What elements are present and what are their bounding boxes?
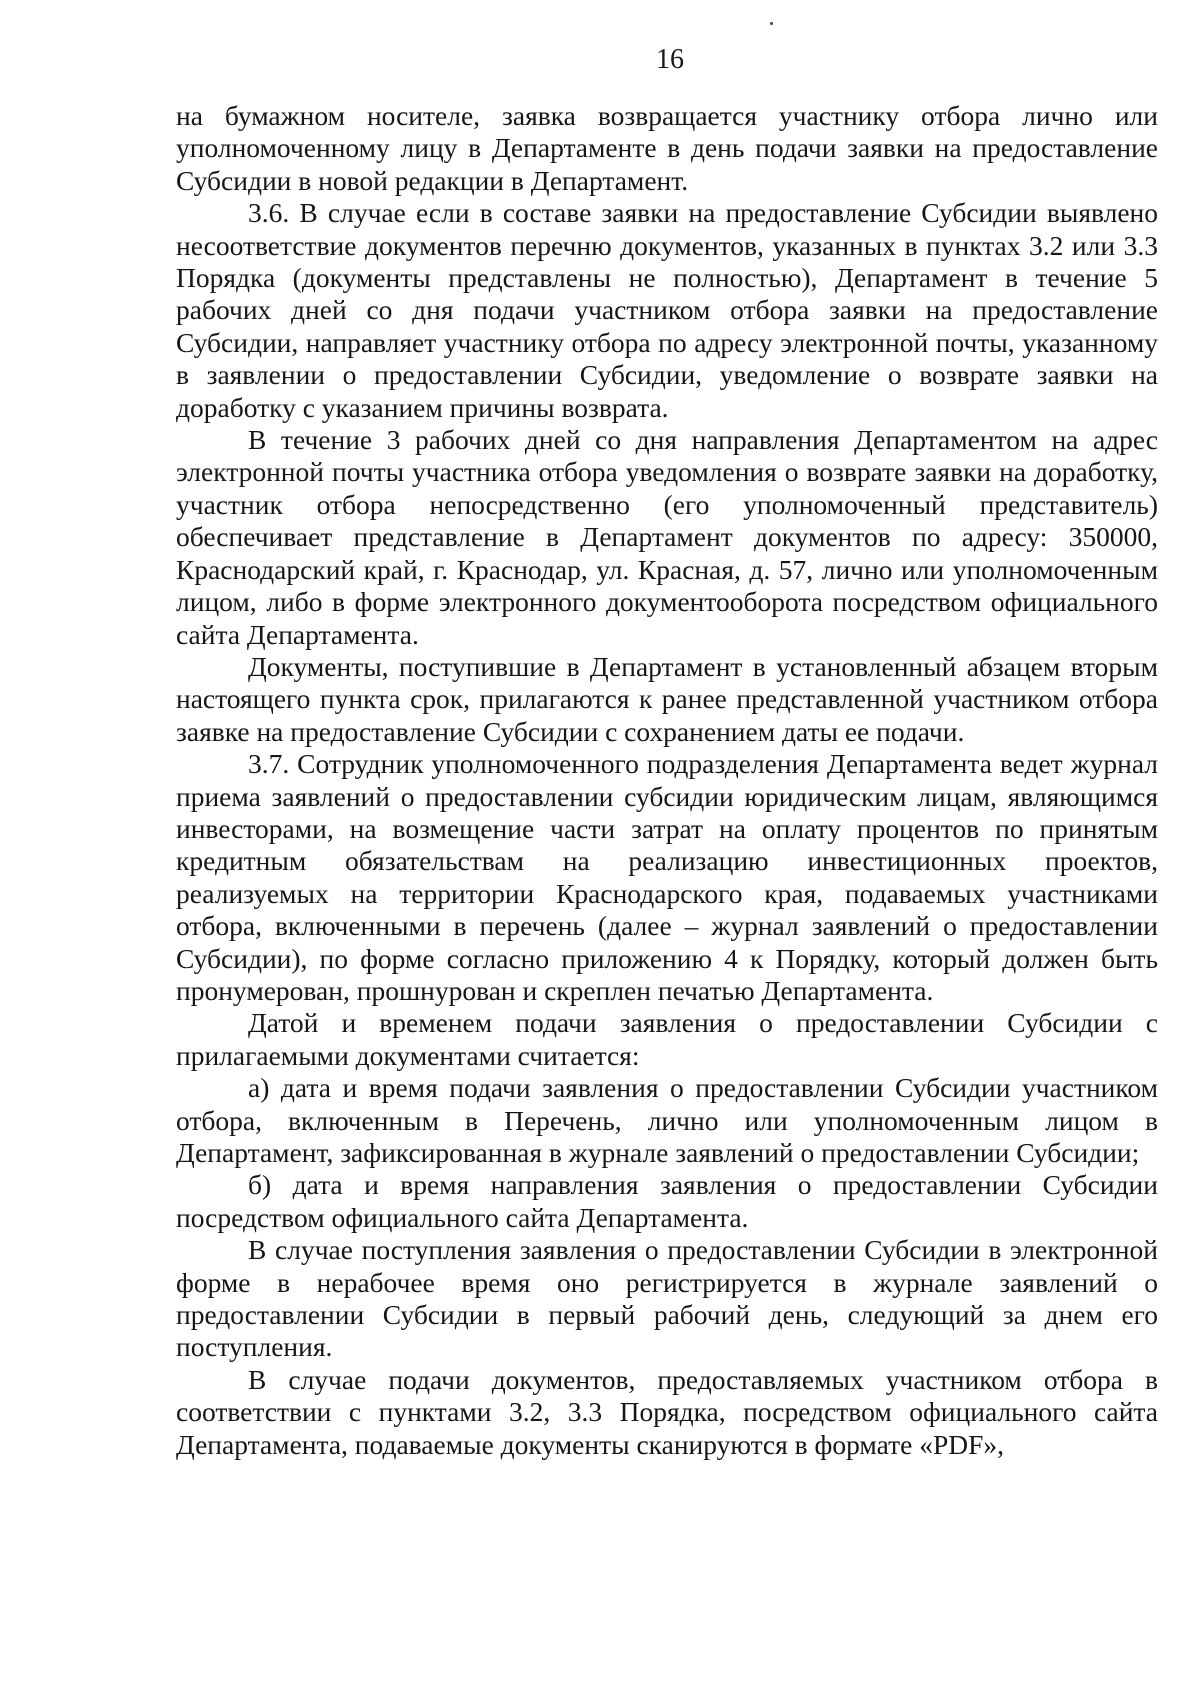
paragraph-pdf-format: В случае подачи документов, предоставляемых участником отбора в соответствии с пунктами 3.2, 3.3 Порядка, посредством официального сайта Департамента, подаваемые документы сканируются в формате «PDF», [176, 1363, 1158, 1460]
scan-speck [770, 22, 773, 25]
paragraph-item-b: б) дата и время направления заявления о предоставлении Субсидии посредством официального сайта Департамента. [176, 1169, 1158, 1233]
paragraph-continuation: на бумажном носителе, заявка возвращается участнику отбора лично или уполномоченному лицу в Департаменте в день подачи заявки на предоставление Субсидии в новой редакции в Департамент. [176, 100, 1158, 196]
paragraph-documents-attached: Документы, поступившие в Департамент в установленный абзацем вторым настоящего пункта срок, прилагаются к ранее представленной участником отбора заявке на предоставление Субсидии с сохранением даты ее подачи. [176, 650, 1158, 747]
paragraph-submission-date: Датой и временем подачи заявления о предоставлении Субсидии с прилагаемыми документами считается: [176, 1007, 1158, 1071]
paragraph-non-working-hours: В случае поступления заявления о предоставлении Субсидии в электронной форме в нерабочее время оно регистрируется в журнале заявлений о предоставлении Субсидии в первый рабочий день, следующий за днем его поступления. [176, 1234, 1158, 1363]
document-body [176, 100, 1158, 1461]
paragraph-item-a: а) дата и время подачи заявления о предоставлении Субсидии участником отбора, включенным в Перечень, лично или уполномоченным лицом в Департамент, зафиксированная в журнале заявлений о предоставлении Субсидии; [176, 1072, 1158, 1168]
paragraph-3-6: 3.6. В случае если в составе заявки на предоставление Субсидии выявлено несоответствие документов перечню документов, указанных в пунктах 3.2 или 3.3 Порядка (документы представлены не полностью), Департамент в течение 5 рабочих дней со дня подачи участником отбора заявки на предоставление Субсидии, направляет участнику отбора по адресу электронной почты, указанному в заявлении о предоставлении Субсидии, уведомление о возврате заявки на доработку с указанием причины возврата. [176, 197, 1158, 423]
page-number: 16 [656, 44, 684, 75]
paragraph-resubmission: В течение 3 рабочих дней со дня направления Департаментом на адрес электронной почты участника отбора уведомления о возврате заявки на доработку, участник отбора непосредственно (его уполномоченный представитель) обеспечивает представление в Департамент документов по адресу: 350000, Краснодарский край, г. Краснодар, ул. Красная, д. 57, лично или уполномоченным лицом, либо в форме электронного документооборота посредством официального сайта Департамента. [176, 424, 1158, 650]
paragraph-3-7: 3.7. Сотрудник уполномоченного подразделения Департамента ведет журнал приема заявлений о предоставлении субсидии юридическим лицам, являющимся инвесторами, на возмещение части затрат на оплату процентов по принятым кредитным обязательствам на реализацию инвестиционных проектов, реализуемых на территории Краснодарского края, подаваемых участниками отбора, включенными в перечень (далее – журнал заявлений о предоставлении Субсидии), по форме согласно приложению 4 к Порядку, который должен быть пронумерован, прошнурован и скреплен печатью Департамента. [176, 748, 1158, 1006]
